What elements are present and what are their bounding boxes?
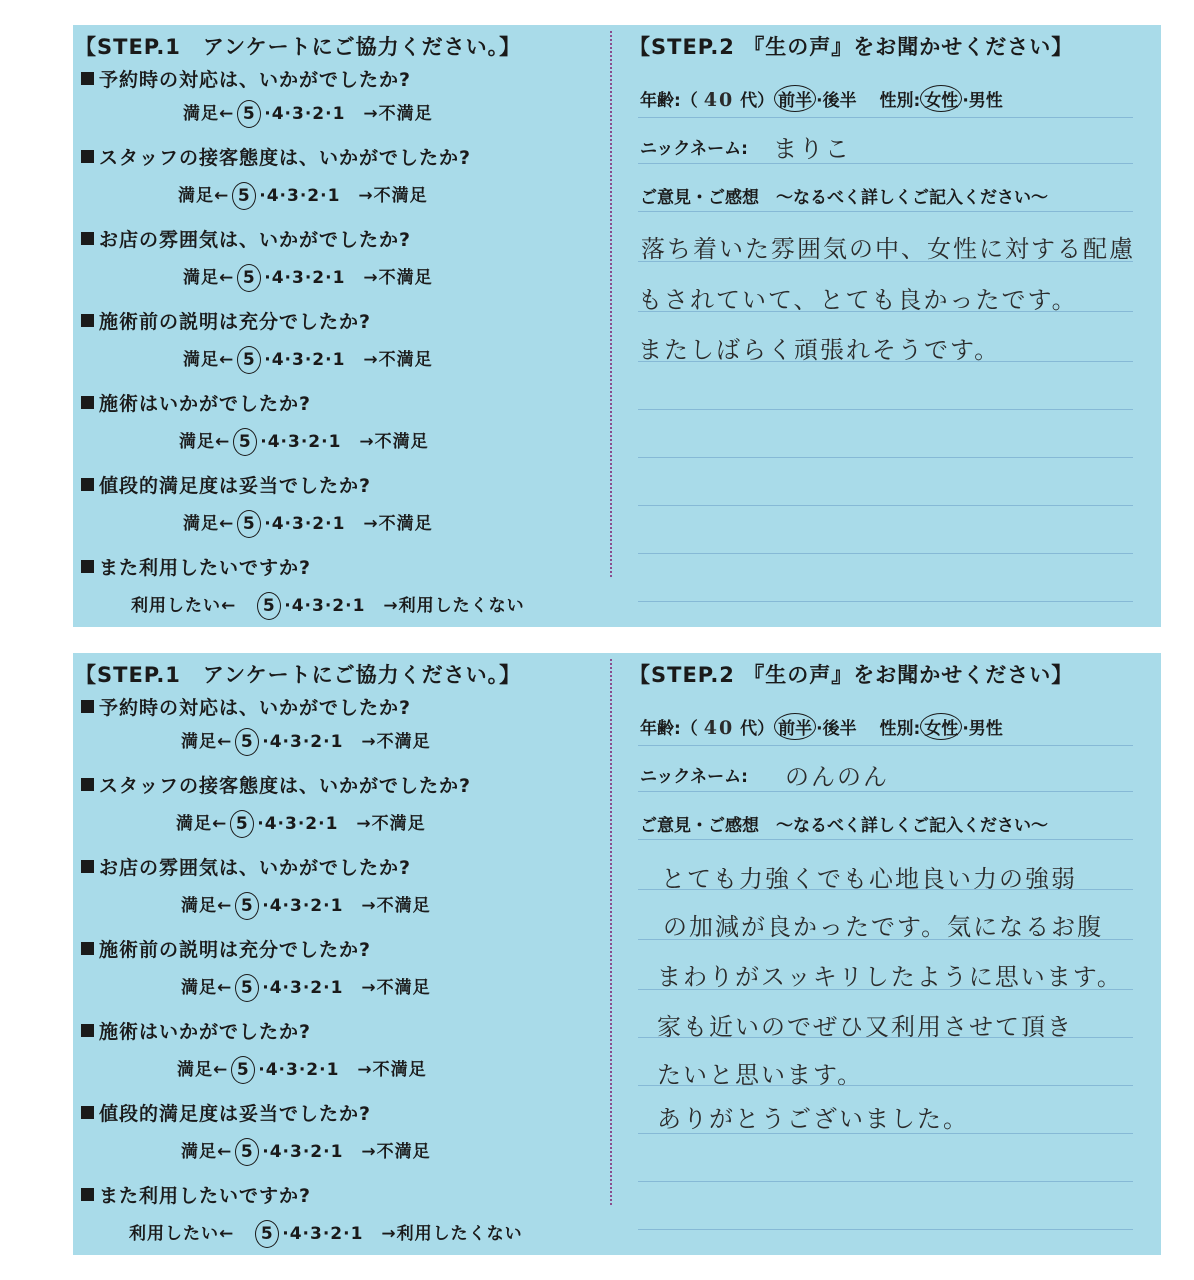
ruled-line (638, 505, 1133, 506)
question-6: 値段的満足度は妥当でしたか? (81, 471, 371, 498)
ruled-line (638, 553, 1133, 554)
comment-line-1: とても力強くでも心地良い力の強弱 (661, 865, 1077, 893)
square-bullet-icon (81, 778, 94, 791)
selected-rating: 5 (237, 510, 261, 538)
first-half-circled: 前半 (774, 85, 816, 112)
age-sex-row: 年齢:（ 40 代） 前半 ·後半 性別: 女性 ·男性 (640, 713, 1003, 740)
age-value: 40 (703, 717, 735, 739)
selected-rating: 5 (232, 182, 256, 210)
square-bullet-icon (81, 232, 94, 245)
question-7: また利用したいですか? (81, 553, 311, 580)
rating-scale-5: 満足← 5 ·4·3·2·1 →不満足 (179, 427, 429, 456)
ruled-line (638, 1133, 1133, 1134)
question-3: お店の雰囲気は、いかがでしたか? (81, 853, 411, 880)
square-bullet-icon (81, 478, 94, 491)
survey-card-1 (73, 25, 1161, 627)
question-2: スタッフの接客態度は、いかがでしたか? (81, 143, 471, 170)
square-bullet-icon (81, 560, 94, 573)
ruled-line (638, 1037, 1133, 1038)
question-6: 値段的満足度は妥当でしたか? (81, 1099, 371, 1126)
dotted-divider (610, 31, 612, 577)
question-4: 施術前の説明は充分でしたか? (81, 935, 371, 962)
comment-line-5: たいと思います。 (657, 1061, 864, 1089)
rating-scale-7: 利用したい← 5 ·4·3·2·1 →利用したくない (129, 1219, 523, 1248)
ruled-line (638, 889, 1133, 890)
selected-rating: 5 (237, 100, 261, 128)
square-bullet-icon (81, 1106, 94, 1119)
rating-scale-3: 満足← 5 ·4·3·2·1 →不満足 (183, 263, 433, 292)
ruled-line (638, 261, 1133, 262)
ruled-line (638, 791, 1133, 792)
question-7: また利用したいですか? (81, 1181, 311, 1208)
age-value: 40 (703, 89, 735, 111)
selected-rating: 5 (231, 1056, 255, 1084)
ruled-line (638, 1085, 1133, 1086)
rating-scale-3: 満足← 5 ·4·3·2·1 →不満足 (181, 891, 431, 920)
question-3: お店の雰囲気は、いかがでしたか? (81, 225, 411, 252)
female-circled: 女性 (920, 85, 962, 112)
step1-title: 【STEP.1 アンケートにご協力ください。】 (75, 663, 522, 687)
nickname-value: のんのん (785, 763, 889, 791)
ruled-line (638, 939, 1133, 940)
ruled-line (638, 361, 1133, 362)
rating-scale-6: 満足← 5 ·4·3·2·1 →不満足 (181, 1137, 431, 1166)
ruled-line (638, 311, 1133, 312)
selected-rating: 5 (255, 1220, 279, 1248)
square-bullet-icon (81, 396, 94, 409)
rating-scale-6: 満足← 5 ·4·3·2·1 →不満足 (183, 509, 433, 538)
square-bullet-icon (81, 942, 94, 955)
rating-scale-1: 満足← 5 ·4·3·2·1 →不満足 (183, 99, 433, 128)
selected-rating: 5 (230, 810, 254, 838)
ruled-line (638, 1229, 1133, 1230)
dotted-divider (610, 659, 612, 1205)
selected-rating: 5 (235, 974, 259, 1002)
ruled-line (638, 211, 1133, 212)
square-bullet-icon (81, 72, 94, 85)
selected-rating: 5 (235, 728, 259, 756)
square-bullet-icon (81, 314, 94, 327)
rating-scale-2: 満足← 5 ·4·3·2·1 →不満足 (178, 181, 428, 210)
age-sex-row: 年齢:（ 40 代） 前半 ·後半 性別: 女性 ·男性 (640, 85, 1003, 112)
first-half-circled: 前半 (774, 713, 816, 740)
comment-line-2: もされていて、とても良かったです。 (638, 286, 1078, 314)
square-bullet-icon (81, 150, 94, 163)
square-bullet-icon (81, 700, 94, 713)
ruled-line (638, 839, 1133, 840)
question-2: スタッフの接客態度は、いかがでしたか? (81, 771, 471, 798)
comment-line-2: の加減が良かったです。気になるお腹 (663, 913, 1104, 941)
question-1: 予約時の対応は、いかがでしたか? (81, 65, 411, 92)
nickname-value: まりこ (773, 135, 851, 163)
question-1: 予約時の対応は、いかがでしたか? (81, 693, 411, 720)
selected-rating: 5 (235, 1138, 259, 1166)
rating-scale-4: 満足← 5 ·4·3·2·1 →不満足 (183, 345, 433, 374)
female-circled: 女性 (920, 713, 962, 740)
question-5: 施術はいかがでしたか? (81, 1017, 311, 1044)
step2-title: 【STEP.2 『生の声』をお聞かせください】 (629, 35, 1074, 59)
ruled-line (638, 117, 1133, 118)
comment-line-3: またしばらく頑張れそうです。 (638, 336, 1001, 364)
comment-line-1: 落ち着いた雰囲気の中、女性に対する配慮 (641, 235, 1135, 263)
comment-line-4: 家も近いのでぜひ又利用させて頂き (657, 1013, 1073, 1041)
nickname-row: ニックネーム: (640, 139, 748, 159)
ruled-line (638, 163, 1133, 164)
ruled-line (638, 1181, 1133, 1182)
comment-line-3: まわりがスッキリしたように思います。 (657, 963, 1123, 991)
ruled-line (638, 989, 1133, 990)
comment-line-6: ありがとうございました。 (657, 1105, 969, 1133)
ruled-line (638, 409, 1133, 410)
selected-rating: 5 (235, 892, 259, 920)
rating-scale-5: 満足← 5 ·4·3·2·1 →不満足 (177, 1055, 427, 1084)
ruled-line (638, 745, 1133, 746)
rating-scale-2: 満足← 5 ·4·3·2·1 →不満足 (176, 809, 426, 838)
ruled-line (638, 601, 1133, 602)
selected-rating: 5 (257, 592, 281, 620)
opinion-label: ご意見・ご感想 ～なるべく詳しくご記入ください～ (640, 188, 1048, 208)
rating-scale-4: 満足← 5 ·4·3·2·1 →不満足 (181, 973, 431, 1002)
rating-scale-1: 満足← 5 ·4·3·2·1 →不満足 (181, 727, 431, 756)
rating-scale-7: 利用したい← 5 ·4·3·2·1 →利用したくない (131, 591, 525, 620)
step1-title: 【STEP.1 アンケートにご協力ください。】 (75, 35, 522, 59)
survey-card-2 (73, 653, 1161, 1255)
ruled-line (638, 457, 1133, 458)
question-5: 施術はいかがでしたか? (81, 389, 311, 416)
selected-rating: 5 (237, 264, 261, 292)
square-bullet-icon (81, 860, 94, 873)
square-bullet-icon (81, 1188, 94, 1201)
step2-title: 【STEP.2 『生の声』をお聞かせください】 (629, 663, 1074, 687)
selected-rating: 5 (233, 428, 257, 456)
question-4: 施術前の説明は充分でしたか? (81, 307, 371, 334)
opinion-label: ご意見・ご感想 ～なるべく詳しくご記入ください～ (640, 816, 1048, 836)
selected-rating: 5 (237, 346, 261, 374)
nickname-row: ニックネーム: (640, 767, 748, 787)
square-bullet-icon (81, 1024, 94, 1037)
